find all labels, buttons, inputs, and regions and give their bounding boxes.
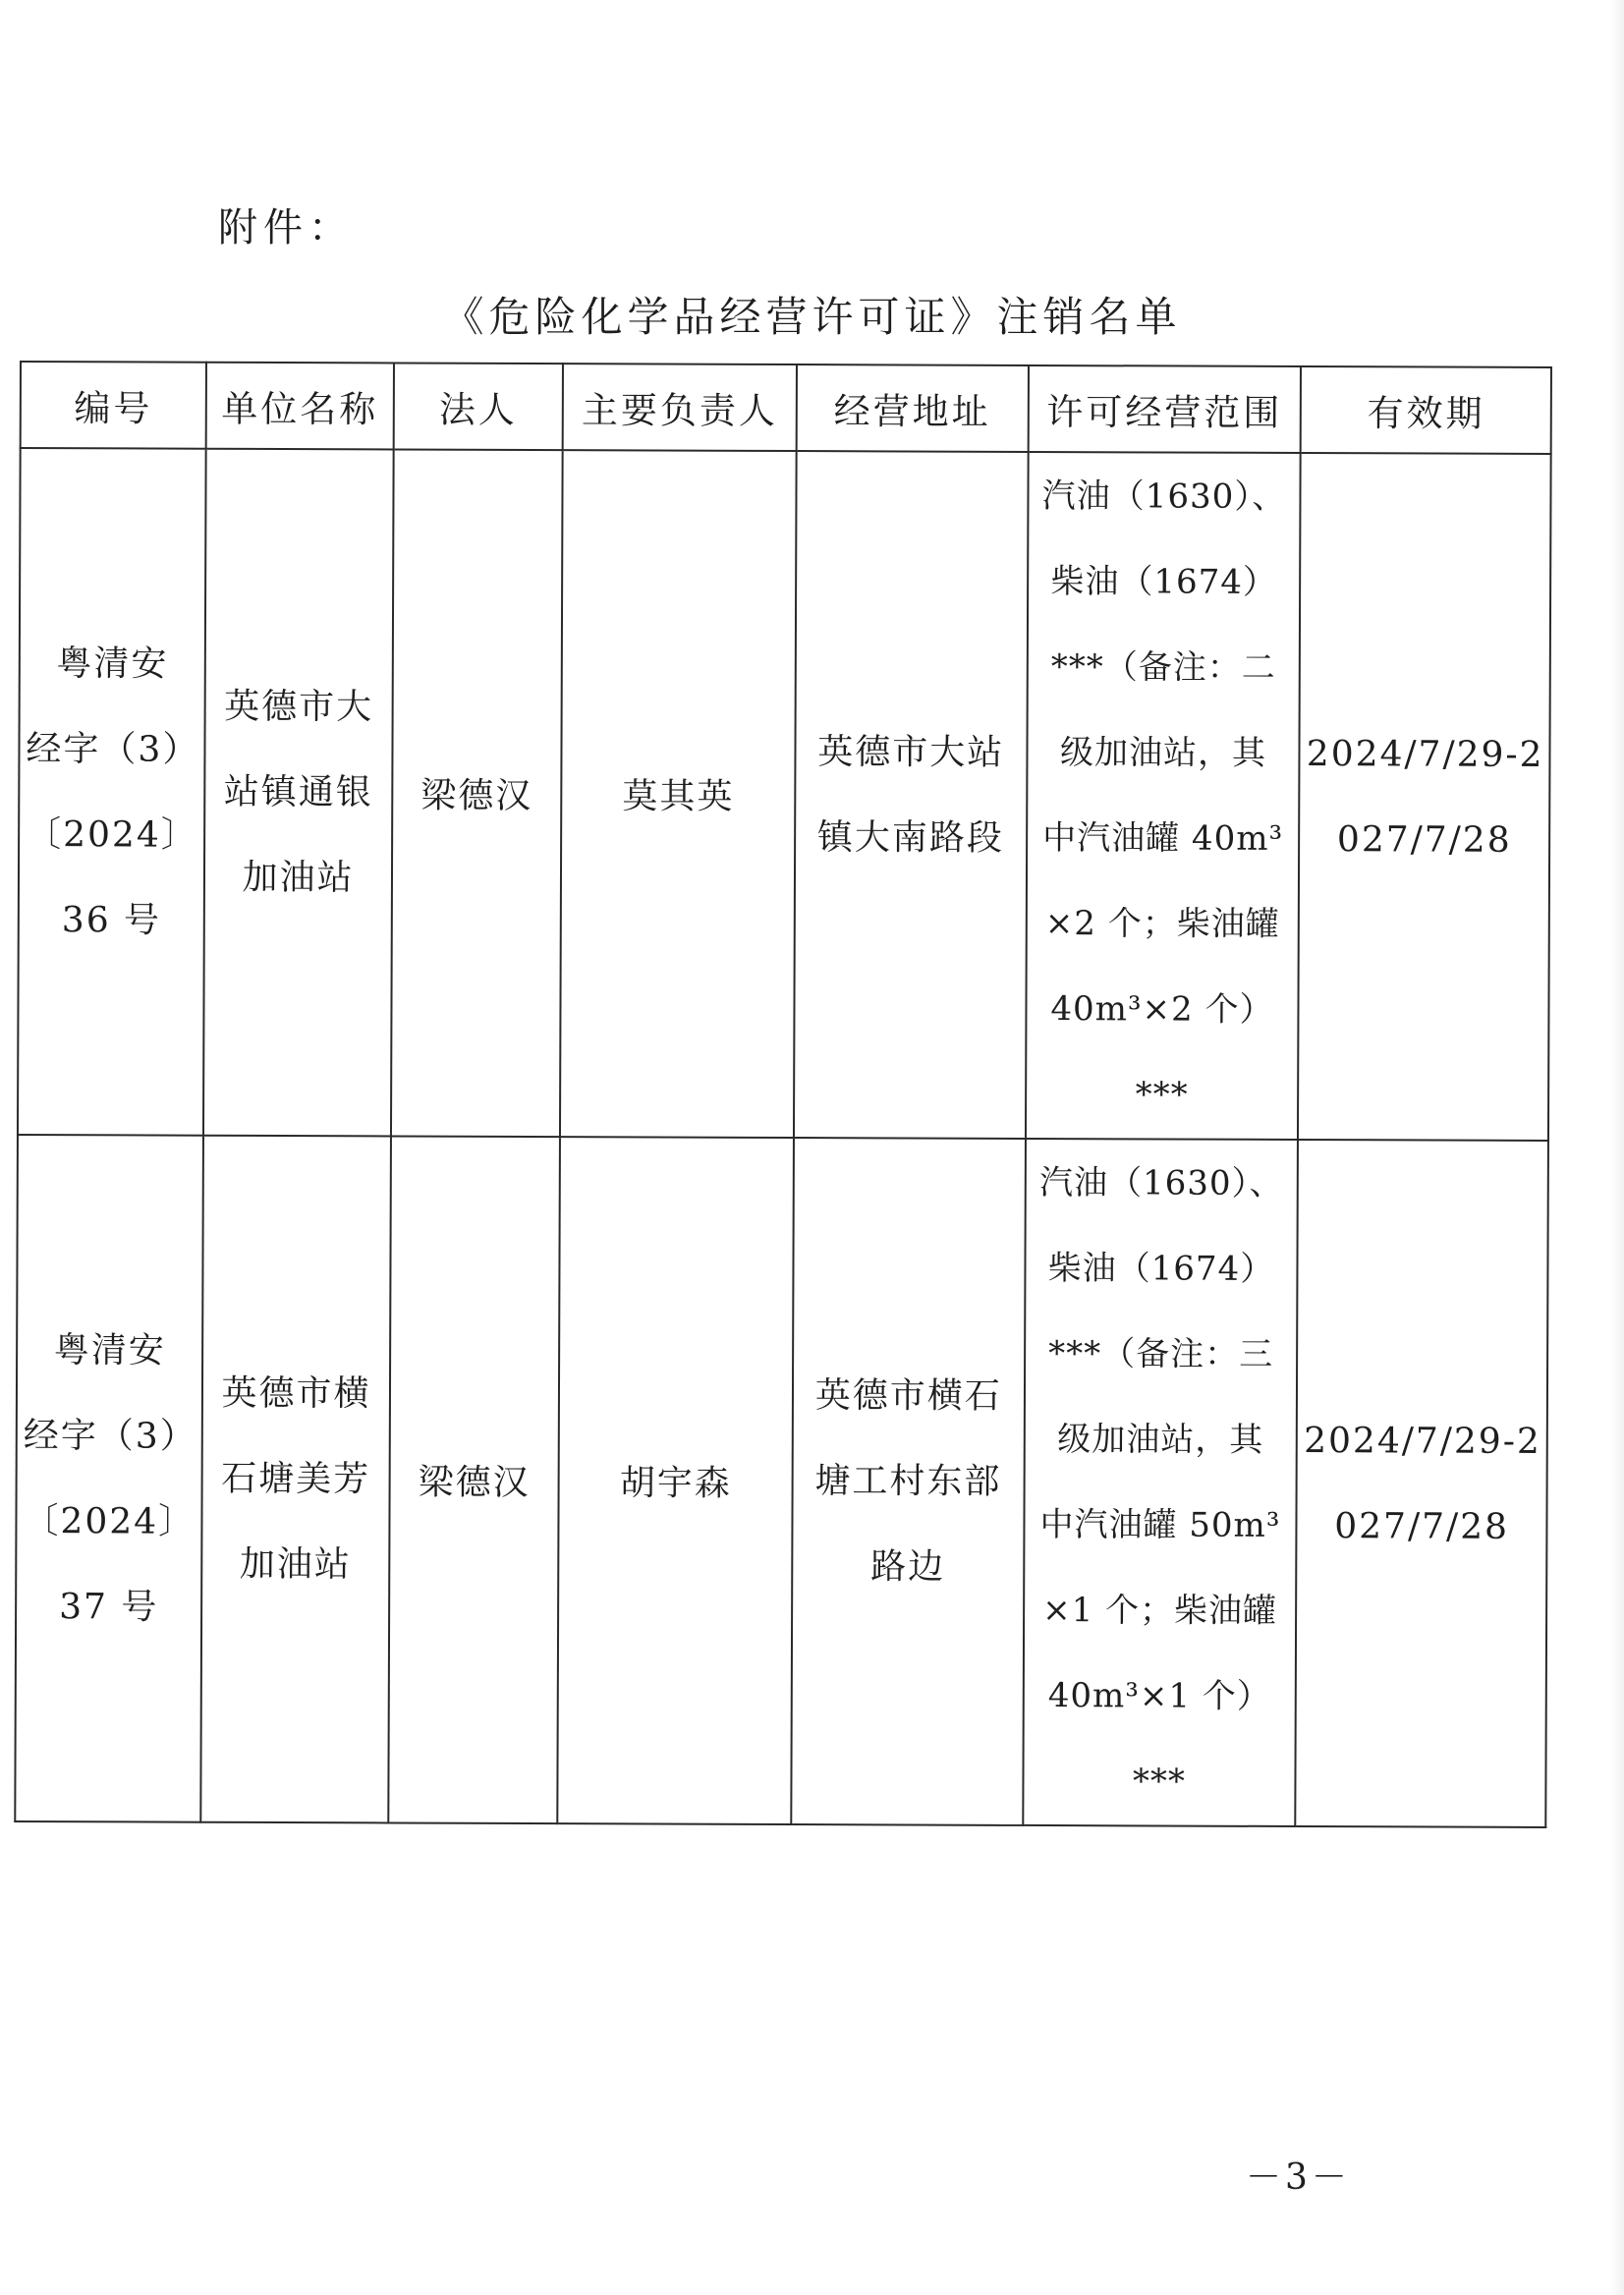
cell-principal: 莫其英 [560, 450, 796, 1138]
cell-line: 英德市横 [221, 1372, 371, 1415]
cell-line: 石塘美芳 [221, 1458, 371, 1500]
cell-line: 36 号 [61, 899, 162, 941]
cell-line: 加油站 [242, 857, 355, 899]
header-number: 编号 [21, 362, 207, 449]
cell-validity [1296, 1140, 1548, 1827]
header-scope: 许可经营范围 [1028, 365, 1301, 453]
cell-scope [1023, 1139, 1298, 1826]
cell-line: *** [1135, 1074, 1189, 1115]
cell-line: ×1 个；柴油罐 [1042, 1590, 1278, 1631]
cell-line: ***（备注：二 [1050, 646, 1276, 688]
cell-line: 柴油（1674） [1050, 561, 1278, 602]
cell-validity [1298, 453, 1550, 1141]
cell-address [791, 1138, 1025, 1825]
cell-line: *** [1132, 1761, 1187, 1802]
cell-line: ***（备注：三 [1048, 1333, 1274, 1374]
cell-line: 经字（3） [23, 1415, 197, 1457]
cell-line: 柴油（1674） [1047, 1248, 1275, 1289]
document-title: 《危险化学品经营许可证》注销名单 [442, 293, 1182, 341]
cell-line: 027/7/28 [1336, 818, 1512, 861]
header-principal: 主要负责人 [563, 364, 797, 451]
cell-line: 粤清安 [56, 643, 169, 685]
cell-legal-person: 梁德汉 [391, 449, 563, 1137]
page-edge-shadow [1610, 0, 1624, 2295]
cell-line: 塘工村东部 [814, 1461, 1002, 1502]
cell-legal-person: 梁德汉 [388, 1136, 560, 1823]
page-number: －3－ [1246, 2157, 1351, 2198]
cell-line: 镇大南路段 [816, 816, 1005, 859]
header-unit-name: 单位名称 [206, 363, 394, 450]
header-address: 经营地址 [797, 364, 1029, 452]
attachment-label: 附件： [218, 205, 354, 251]
cell-line: 2024/7/29-2 [1304, 1420, 1541, 1462]
cell-line: 中汽油罐 40m³ [1042, 817, 1284, 859]
cell-number [18, 448, 206, 1136]
cell-line: 路边 [870, 1546, 946, 1588]
cell-line: 粤清安 [53, 1329, 166, 1371]
cell-address [794, 451, 1028, 1139]
cell-line: 经字（3） [26, 728, 200, 770]
header-legal-person: 法人 [393, 363, 563, 450]
cell-line: 40m³×2 个） [1050, 988, 1274, 1030]
table-row [15, 1135, 1548, 1827]
cell-line: 2024/7/29-2 [1306, 733, 1544, 775]
header-validity: 有效期 [1301, 366, 1551, 454]
cell-line: 站镇通银 [223, 771, 373, 813]
cell-line: 中汽油罐 50m³ [1039, 1504, 1281, 1545]
cell-line: 〔2024〕 [23, 1500, 196, 1542]
table-header-row [21, 362, 1551, 454]
cell-number [15, 1135, 203, 1822]
cell-line: 37 号 [59, 1586, 159, 1628]
cell-line: 英德市横石 [814, 1375, 1002, 1417]
cell-line: 级加油站，其 [1059, 732, 1267, 773]
cell-principal: 胡宇森 [558, 1137, 794, 1824]
cell-line: ×2 个；柴油罐 [1044, 903, 1280, 944]
cell-line: 英德市大站 [817, 731, 1005, 773]
cell-line: 汽油（1630）、 [1038, 1162, 1284, 1203]
cell-unit-name [201, 1136, 391, 1823]
cell-line: 〔2024〕 [26, 813, 198, 856]
table-row [18, 448, 1551, 1141]
cell-line: 027/7/28 [1334, 1505, 1510, 1547]
cell-unit-name [203, 449, 393, 1137]
cell-line: 40m³×1 个） [1047, 1675, 1271, 1716]
cell-line: 汽油（1630）、 [1041, 476, 1287, 517]
revocation-table [14, 361, 1552, 1828]
cell-line: 英德市大 [224, 686, 374, 728]
cell-scope [1026, 452, 1301, 1140]
cell-line: 加油站 [239, 1543, 352, 1586]
cell-line: 级加油站，其 [1057, 1419, 1264, 1460]
